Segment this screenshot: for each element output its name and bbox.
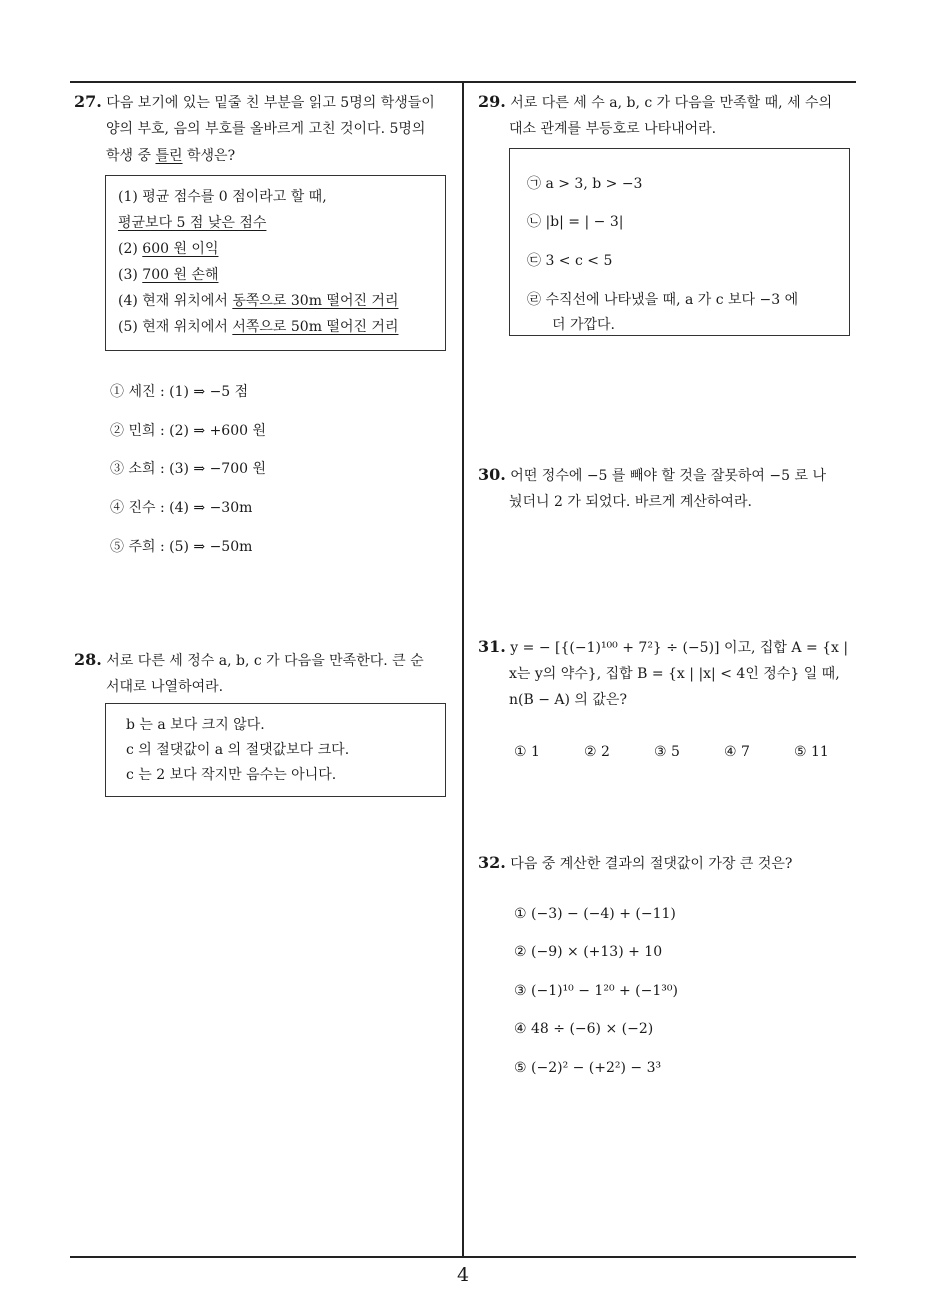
q29-number: 29.	[478, 92, 506, 111]
q28-condition-box	[105, 703, 446, 797]
q29-line1: 29. 서로 다른 세 수 a, b, c 가 다음을 만족할 때, 세 수의	[478, 92, 833, 111]
q27-box-line6: (5) 현재 위치에서 서쪽으로 50m 떨어진 거리	[118, 319, 399, 335]
q27-example-box	[105, 175, 446, 351]
q32-option-4[interactable]: ④ 48 ÷ (−6) × (−2)	[514, 1021, 654, 1037]
q28-box-line2: c 의 절댓값이 a 의 절댓값보다 크다.	[126, 742, 350, 758]
q27-line1: 27. 다음 보기에 있는 밑줄 친 부분을 읽고 5명의 학생들이	[74, 92, 435, 111]
q27-box-line3: (2) 600 원 이익	[118, 241, 219, 257]
q28-box-line1: b 는 a 보다 크지 않다.	[126, 717, 265, 733]
q31-option-2[interactable]: ② 2	[584, 744, 610, 760]
q31-option-5[interactable]: ⑤ 11	[794, 744, 829, 760]
q31-option-1[interactable]: ① 1	[514, 744, 540, 760]
q27-option-1[interactable]: ① 세진 : (1) ⇒ −5 점	[110, 384, 249, 400]
q27-line3: 학생 중 틀린 학생은?	[106, 148, 236, 164]
q29-line2: 대소 관계를 부등호로 나타내어라.	[509, 121, 717, 137]
q30-number: 30.	[478, 465, 506, 484]
q27-option-4[interactable]: ④ 진수 : (4) ⇒ −30m	[110, 500, 253, 516]
q27-option-5[interactable]: ⑤ 주희 : (5) ⇒ −50m	[110, 539, 253, 555]
q29-box-line2: ㉡ |b| = | − 3|	[527, 214, 624, 230]
column-divider	[462, 82, 464, 1257]
q29-condition-box	[509, 148, 850, 336]
q32-number: 32.	[478, 853, 506, 872]
q32-option-5[interactable]: ⑤ (−2)² − (+2²) − 3³	[514, 1060, 662, 1076]
q27-box-line4: (3) 700 원 손해	[118, 267, 219, 283]
q32-line1: 32. 다음 중 계산한 결과의 절댓값이 가장 큰 것은?	[478, 853, 793, 872]
q30-line2: 눴더니 2 가 되었다. 바르게 계산하여라.	[509, 494, 752, 510]
q27-box-line5: (4) 현재 위치에서 동쪽으로 30m 떨어진 거리	[118, 293, 399, 309]
q30-line1: 30. 어떤 정수에 −5 를 빼야 할 것을 잘못하여 −5 로 나	[478, 465, 826, 484]
q28-line1: 28. 서로 다른 세 정수 a, b, c 가 다음을 만족한다. 큰 순	[74, 650, 424, 669]
q27-number: 27.	[74, 92, 102, 111]
q27-option-3[interactable]: ③ 소희 : (3) ⇒ −700 원	[110, 461, 267, 477]
q28-box-line3: c 는 2 보다 작지만 음수는 아니다.	[126, 767, 337, 783]
page-number: 4	[456, 1264, 470, 1286]
q28-number: 28.	[74, 650, 102, 669]
q31-option-4[interactable]: ④ 7	[724, 744, 750, 760]
q27-option-2[interactable]: ② 민희 : (2) ⇒ +600 원	[110, 423, 267, 439]
q29-box-line4: ㉣ 수직선에 나타냈을 때, a 가 c 보다 −3 에	[527, 292, 799, 308]
q29-box-line5: 더 가깝다.	[552, 317, 615, 333]
q28-line2: 서대로 나열하여라.	[106, 679, 224, 695]
q27-box-line2: 평균보다 5 점 낮은 점수	[118, 215, 267, 231]
q31-line2: x는 y의 약수}, 집합 B = {x | |x| < 4인 정수} 일 때,	[509, 666, 840, 682]
q31-line3: n(B − A) 의 값은?	[509, 692, 627, 708]
q31-option-3[interactable]: ③ 5	[654, 744, 680, 760]
q31-line1: 31. y = − [{(−1)¹⁰⁰ + 7²} ÷ (−5)] 이고, 집합 A = {x |	[478, 637, 849, 656]
q27-box-line1: (1) 평균 점수를 0 점이라고 할 때,	[118, 189, 327, 205]
q29-box-line3: ㉢ 3 < c < 5	[527, 253, 613, 269]
q32-option-2[interactable]: ② (−9) × (+13) + 10	[514, 944, 663, 960]
bottom-rule	[70, 1256, 856, 1258]
q31-number: 31.	[478, 637, 506, 656]
q27-line2: 양의 부호, 음의 부호를 올바르게 고친 것이다. 5명의	[106, 121, 426, 137]
q32-option-1[interactable]: ① (−3) − (−4) + (−11)	[514, 906, 676, 922]
q29-box-line1: ㉠ a > 3, b > −3	[527, 176, 643, 192]
q27-underlined-wrong: 틀린	[155, 148, 183, 164]
q32-option-3[interactable]: ③ (−1)¹⁰ − 1²⁰ + (−1³⁰)	[514, 983, 678, 999]
